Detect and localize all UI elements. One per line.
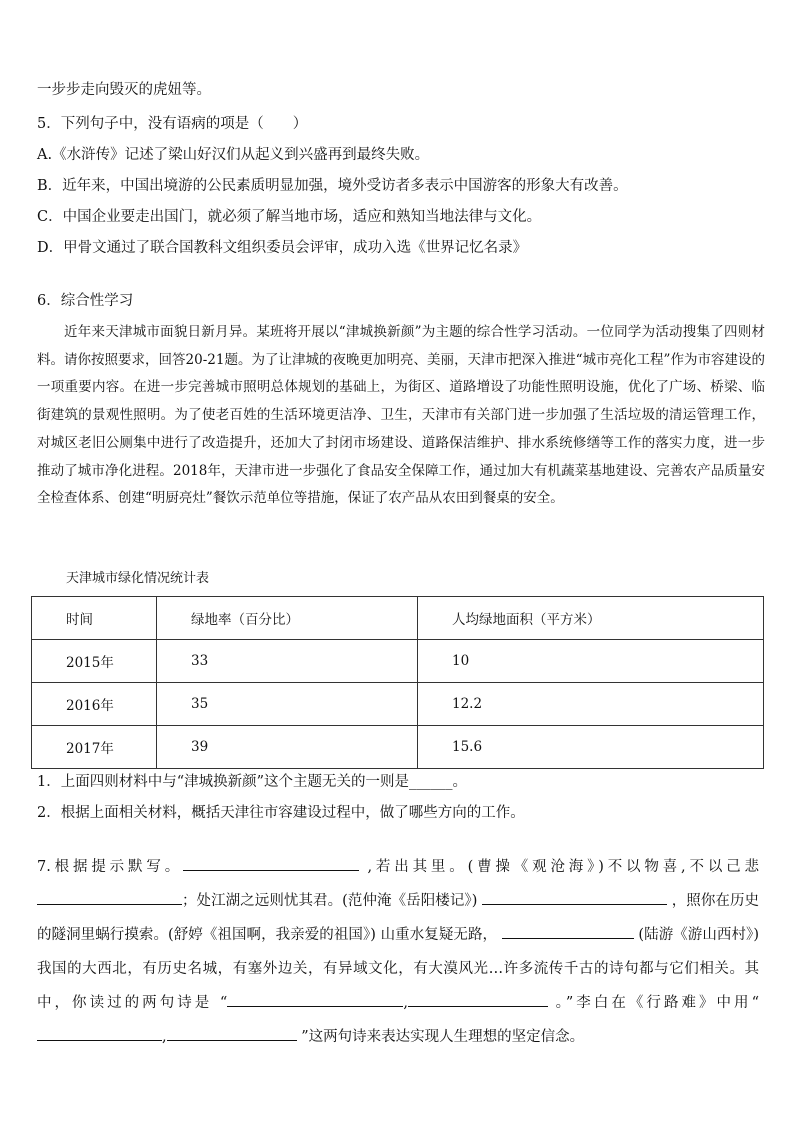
table-row [32,640,764,683]
answer-blank[interactable] [37,904,182,905]
answer-blank[interactable] [482,904,667,905]
table-cell: 2017年 [32,726,157,769]
q5-option-a: A.《水浒传》记述了梁山好汉们从起义到兴盛再到最终失败。 [37,147,430,163]
q6-title: 6．综合性学习 [37,293,134,309]
header-cell-year: 时间 [32,597,157,640]
table-cell: 35 [157,683,418,726]
table-cell: 10 [418,640,764,683]
q7-text: ，照你在历史的隧洞里蜗行摸索。(舒婷《祖国啊，我亲爱的祖国》) 山重水复疑无路， [37,893,760,943]
q5-option-d: D．甲骨文通过了联合国教科文组织委员会评审，成功入选《世界记忆名录》 [37,240,528,256]
answer-blank[interactable] [37,1040,162,1041]
q7-dictation [37,850,759,1054]
header-cell-green-rate: 绿地率（百分比） [157,597,418,640]
q7-text: ,若出其里。(曹操《观沧海》)不以物喜,不以己悲 [359,859,759,875]
greening-stats-table [31,596,764,769]
table-cell: 39 [157,726,418,769]
q7-text: 7.根据提示默写。 [37,859,184,875]
q6-sub-question-1: 1．上面四则材料中与“津城换新颜”这个主题无关的一则是______。 [37,774,468,790]
q7-text: (陆游《游山西村》) 我国的大西北，有历史名城，有塞外边关，有异域文化，有大漠风光…许多流传千古的诗句都与它们相关。其中，你读过的两句诗是 “ [37,927,759,1011]
q7-text: ”这两句诗来表达实现人生理想的坚定信念。 [296,1029,585,1045]
table-row [32,726,764,769]
answer-blank[interactable] [183,870,359,871]
q7-separator: , [162,1029,167,1045]
answer-blank[interactable] [167,1040,297,1041]
table-header-row [32,597,764,640]
q6-passage: 近年来天津城市面貌日新月异。某班将开展以“津城换新颜”为主题的综合性学习活动。一位同学为活动搜集了四则材料。请你按照要求，回答20-21题。为了让津城的夜晚更加明亮、美丽，天津市把深入推进“城市亮化工程”作为市容建设的一项重要内容。在进一步完善城市照明总体规划的基础上，为街区、道路增设了功能性照明设施，优化了广场、桥梁、临街建筑的景观性照明。为了使老百姓的生活环境更洁净、卫生，天津市有关部门进一步加强了生活垃圾的清运管理工作，对城区老旧公厕集中进行了改造提升，还加大了封闭市场建设、道路保洁维护、排水系统修缮等工作的落实力度，进一步推动了城市净化进程。2018年，天津市进一步强化了食品安全保障工作，通过加大有机蔬菜基地建设、完善农产品质量安全检查体系、创建“明厨亮灶”餐饮示范单位等措施，保证了农产品从农田到餐桌的安全。 [37,324,765,507]
table-cell: 2016年 [32,683,157,726]
answer-blank[interactable] [408,1006,548,1007]
q5-stem: 5．下列句子中，没有语病的项是（ ） [37,116,308,132]
answer-blank[interactable] [227,1006,403,1007]
table-cell: 2015年 [32,640,157,683]
table-row [32,683,764,726]
table-cell: 12.2 [418,683,764,726]
q5-option-b: B．近年来，中国出境游的公民素质明显加强，境外受访者多表示中国游客的形象大有改善。 [37,178,628,194]
table-cell: 15.6 [418,726,764,769]
answer-blank[interactable] [502,938,634,939]
table-caption: 天津城市绿化情况统计表 [66,571,210,586]
q7-separator: , [403,995,408,1011]
q6-sub-question-2: 2．根据上面相关材料，概括天津往市容建设过程中，做了哪些方向的工作。 [37,805,525,821]
table-cell: 33 [157,640,418,683]
q7-text: ；处江湖之远则忧其君。(范仲淹《岳阳楼记》) [182,893,483,909]
header-cell-per-capita: 人均绿地面积（平方米） [418,597,764,640]
previous-answer-line: 一步步走向毁灭的虎妞等。 [37,82,211,98]
q7-text: 。”李白在《行路难》中用“ [547,995,760,1011]
q5-option-c: C．中国企业要走出国门，就必须了解当地市场，适应和熟知当地法律与文化。 [37,209,542,225]
